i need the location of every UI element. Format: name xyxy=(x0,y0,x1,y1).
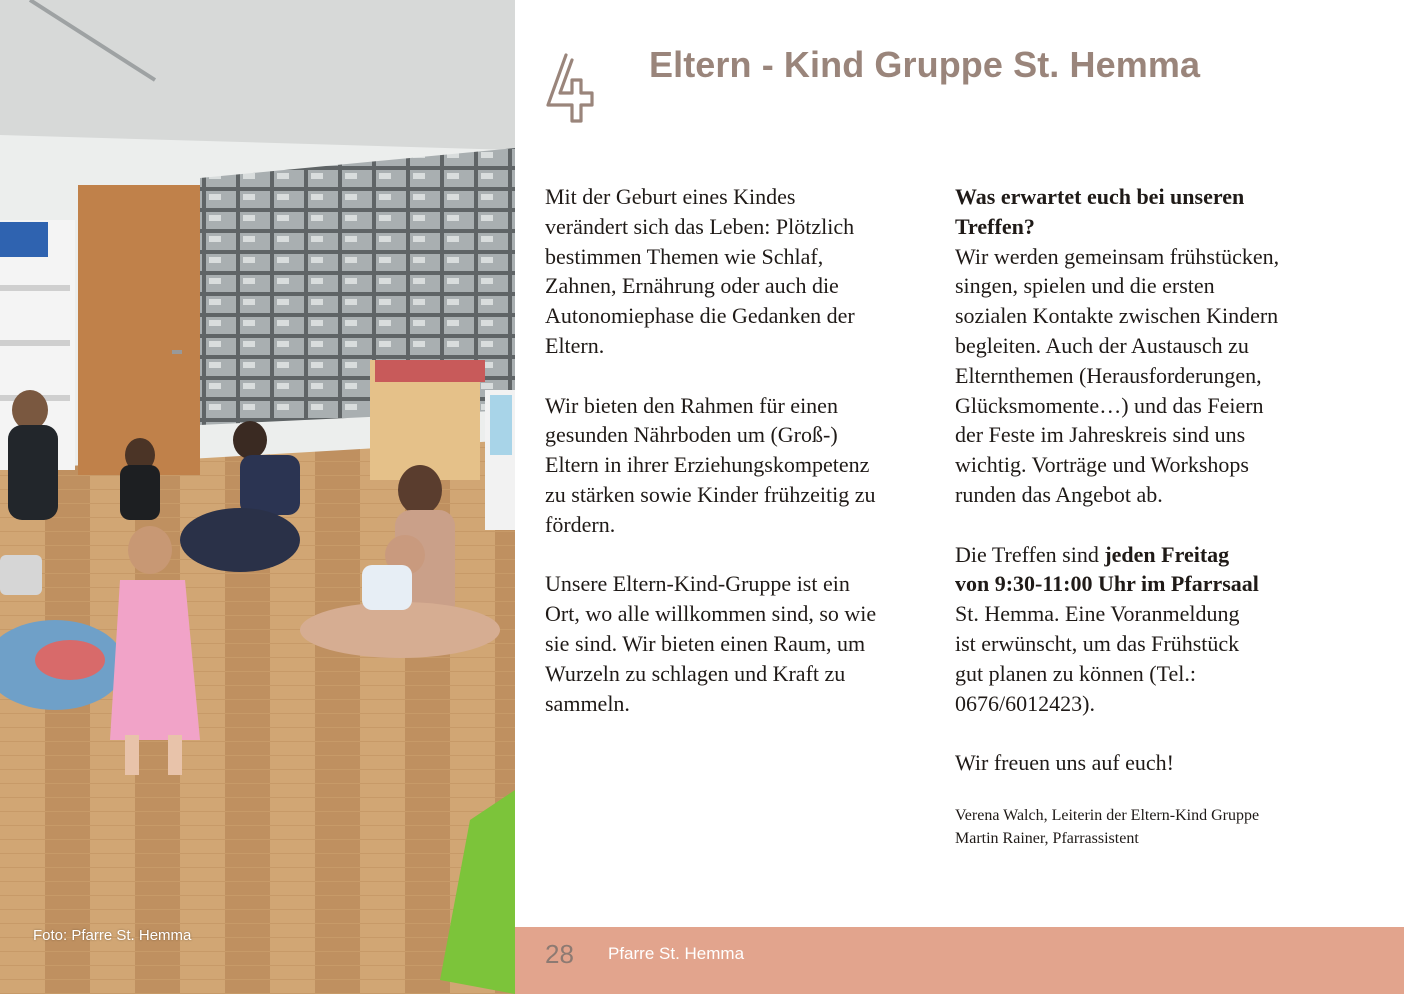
text-line: bestimmen Themen wie Schlaf, xyxy=(545,243,824,269)
text-line: Ort, wo alle willkommen sind, so wie xyxy=(545,601,877,627)
text-line: Elternthemen (Herausforderungen, xyxy=(955,362,1262,388)
text-line: runden das Angebot ab. xyxy=(955,481,1163,507)
intro-paragraph xyxy=(545,182,925,361)
text-line xyxy=(955,540,1335,570)
text-line: Wurzeln zu schlagen und Kraft zu xyxy=(545,660,846,686)
left-column xyxy=(545,182,925,748)
signature-line: Verena Walch, Leiterin der Eltern-Kind Gruppe xyxy=(955,806,1260,824)
signature xyxy=(955,804,1335,850)
text-line: singen, spielen und die ersten xyxy=(955,273,1215,299)
text-line: Glücksmomente…) und das Feiern xyxy=(955,392,1264,418)
text-line: Wir werden gemeinsam frühstücken, xyxy=(955,243,1280,269)
text-line: St. Hemma. Eine Voranmeldung xyxy=(955,601,1240,627)
text-line: verändert sich das Leben: Plötzlich xyxy=(545,213,855,239)
text-line: zu stärken sowie Kinder frühzeitig zu xyxy=(545,481,876,507)
footer-label: Pfarre St. Hemma xyxy=(608,944,745,963)
right-column xyxy=(955,182,1335,850)
text-line: Eltern in ihrer Erziehungskompetenz xyxy=(545,452,870,478)
text-line: Autonomiephase die Gedanken der xyxy=(545,303,855,329)
section-heading: Treffen? xyxy=(955,213,1035,239)
text-line: Mit der Geburt eines Kindes xyxy=(545,184,796,209)
text-line: Unsere Eltern-Kind-Gruppe ist ein xyxy=(545,571,850,597)
text-line: gut planen zu können (Tel.: xyxy=(955,660,1197,686)
phone-number: 0676/6012423). xyxy=(955,690,1095,716)
text-line: sammeln. xyxy=(545,690,630,716)
text-line: sie sind. Wir bieten einen Raum, um xyxy=(545,630,866,656)
footer-band xyxy=(515,927,1404,994)
meeting-day: jeden Freitag xyxy=(1104,541,1230,567)
closing-line: Wir freuen uns auf euch! xyxy=(955,750,1175,776)
section-heading: Was erwartet euch bei unseren xyxy=(955,184,1245,209)
text-line: ist erwünscht, um das Frühstück xyxy=(955,630,1240,656)
cross-four-icon xyxy=(544,50,596,124)
meeting-time: von 9:30-11:00 Uhr im Pfarrsaal xyxy=(955,571,1259,597)
group-photo xyxy=(0,0,515,994)
text-run: Die Treffen sind xyxy=(955,541,1105,567)
text-line: gesunden Nährboden um (Groß-) xyxy=(545,422,838,448)
text-line: fördern. xyxy=(545,511,616,537)
expectations-paragraph xyxy=(955,182,1335,510)
text-line: der Feste im Jahreskreis sind uns xyxy=(955,422,1246,448)
page-title: Eltern - Kind Gruppe St. Hemma xyxy=(649,44,1201,85)
offer-paragraph xyxy=(545,391,925,540)
text-line: begleiten. Auch der Austausch zu xyxy=(955,332,1249,358)
photo-illustration xyxy=(0,0,515,994)
photo-credit: Foto: Pfarre St. Hemma xyxy=(33,927,192,944)
text-line: wichtig. Vorträge und Workshops xyxy=(955,452,1249,478)
text-line: Zahnen, Ernährung oder auch die xyxy=(545,273,839,299)
text-line: Eltern. xyxy=(545,332,605,358)
page-number: 28 xyxy=(545,939,574,969)
signature-line: Martin Rainer, Pfarrassistent xyxy=(955,829,1139,847)
text-line: sozialen Kontakte zwischen Kindern xyxy=(955,303,1279,329)
meeting-info-paragraph xyxy=(955,540,1335,719)
welcome-paragraph xyxy=(545,569,925,718)
text-line: Wir bieten den Rahmen für einen xyxy=(545,392,838,418)
